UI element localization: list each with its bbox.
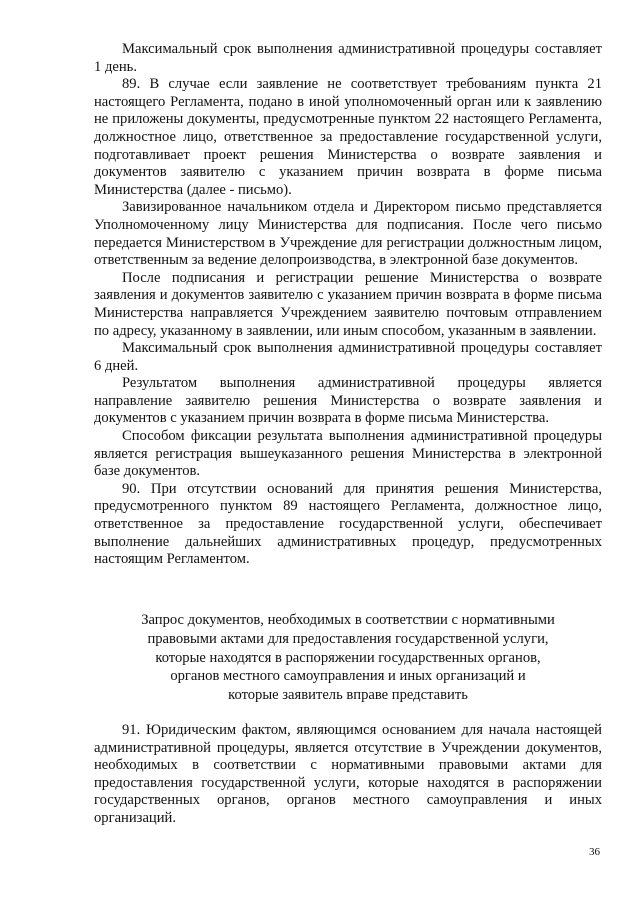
heading-line: которые заявитель вправе представить [228,687,468,704]
paragraph-max-term-6-days: Максимальный срок выполнения административной процедуры составляет 6 дней. [94,340,602,374]
heading-line: которые находятся в распоряжении государственных органов, [155,649,541,666]
paragraph-result: Результатом выполнения административной процедуры является направление заявителю решения Министерства о возврате заявления и документов с указанием причин возврата в форме письма Министерства. [94,375,602,427]
paragraph-max-term-1-day: Максимальный срок выполнения административной процедуры составляет 1 день. [94,41,602,75]
page-number: 36 [589,846,600,858]
document-body-section-1 [94,41,602,569]
paragraph-after-signing: После подписания и регистрации решение Министерства о возврате заявления и документов заявителю с указанием причин возврата в форме письма Министерства направляется Учреждением заявителю почтовым отправлением по адресу, указанному в заявлении, или иным способом, указанным в заявлении. [94,269,602,339]
paragraph-90: 90. При отсутствии оснований для принятия решения Министерства, предусмотренного пунктом 89 настоящего Регламента, должностное лицо, ответственное за предоставление государственной услуги, обеспечивает выполнение дальнейших административных процедур, предусмотренных настоящим Регламентом. [94,480,602,568]
paragraph-fixation-method: Способом фиксации результата выполнения административной процедуры является регистрация вышеуказанного решения Министерства в электронной базе документов. [94,428,602,480]
heading-line: Запрос документов, необходимых в соответствии с нормативными [141,612,555,628]
section-heading [94,611,602,705]
document-body-section-2 [94,722,602,828]
paragraph-89: 89. В случае если заявление не соответствует требованиям пункта 21 настоящего Регламента, подано в иной уполномоченный орган или к заявлению не приложены документы, предусмотренные пунктом 22 настоящего Регламента, должностное лицо, ответственное за предоставление государственной услуги, подготавливает проект решения Министерства о возврате заявления и документов заявителю с указанием причин возврата в форме письма Министерства (далее - письмо). [94,76,602,198]
paragraph-91: 91. Юридическим фактом, являющимся основанием для начала настоящей административной процедуры, является отсутствие в Учреждении документов, необходимых в соответствии с нормативными правовыми актами для предоставления государственной услуги, которые находятся в распоряжении государственных органов, органов местного самоуправления и иных организаций. [94,722,602,826]
heading-line: правовыми актами для предоставления государственной услуги, [147,630,549,647]
heading-line: органов местного самоуправления и иных организаций и [170,668,526,685]
paragraph-letter-visa: Завизированное начальником отдела и Директором письмо представляется Уполномоченному лицу Министерства для подписания. После чего письмо передается Министерством в Учреждение для регистрации должностным лицом, ответственным за ведение делопроизводства, в электронной базе документов. [94,199,602,269]
